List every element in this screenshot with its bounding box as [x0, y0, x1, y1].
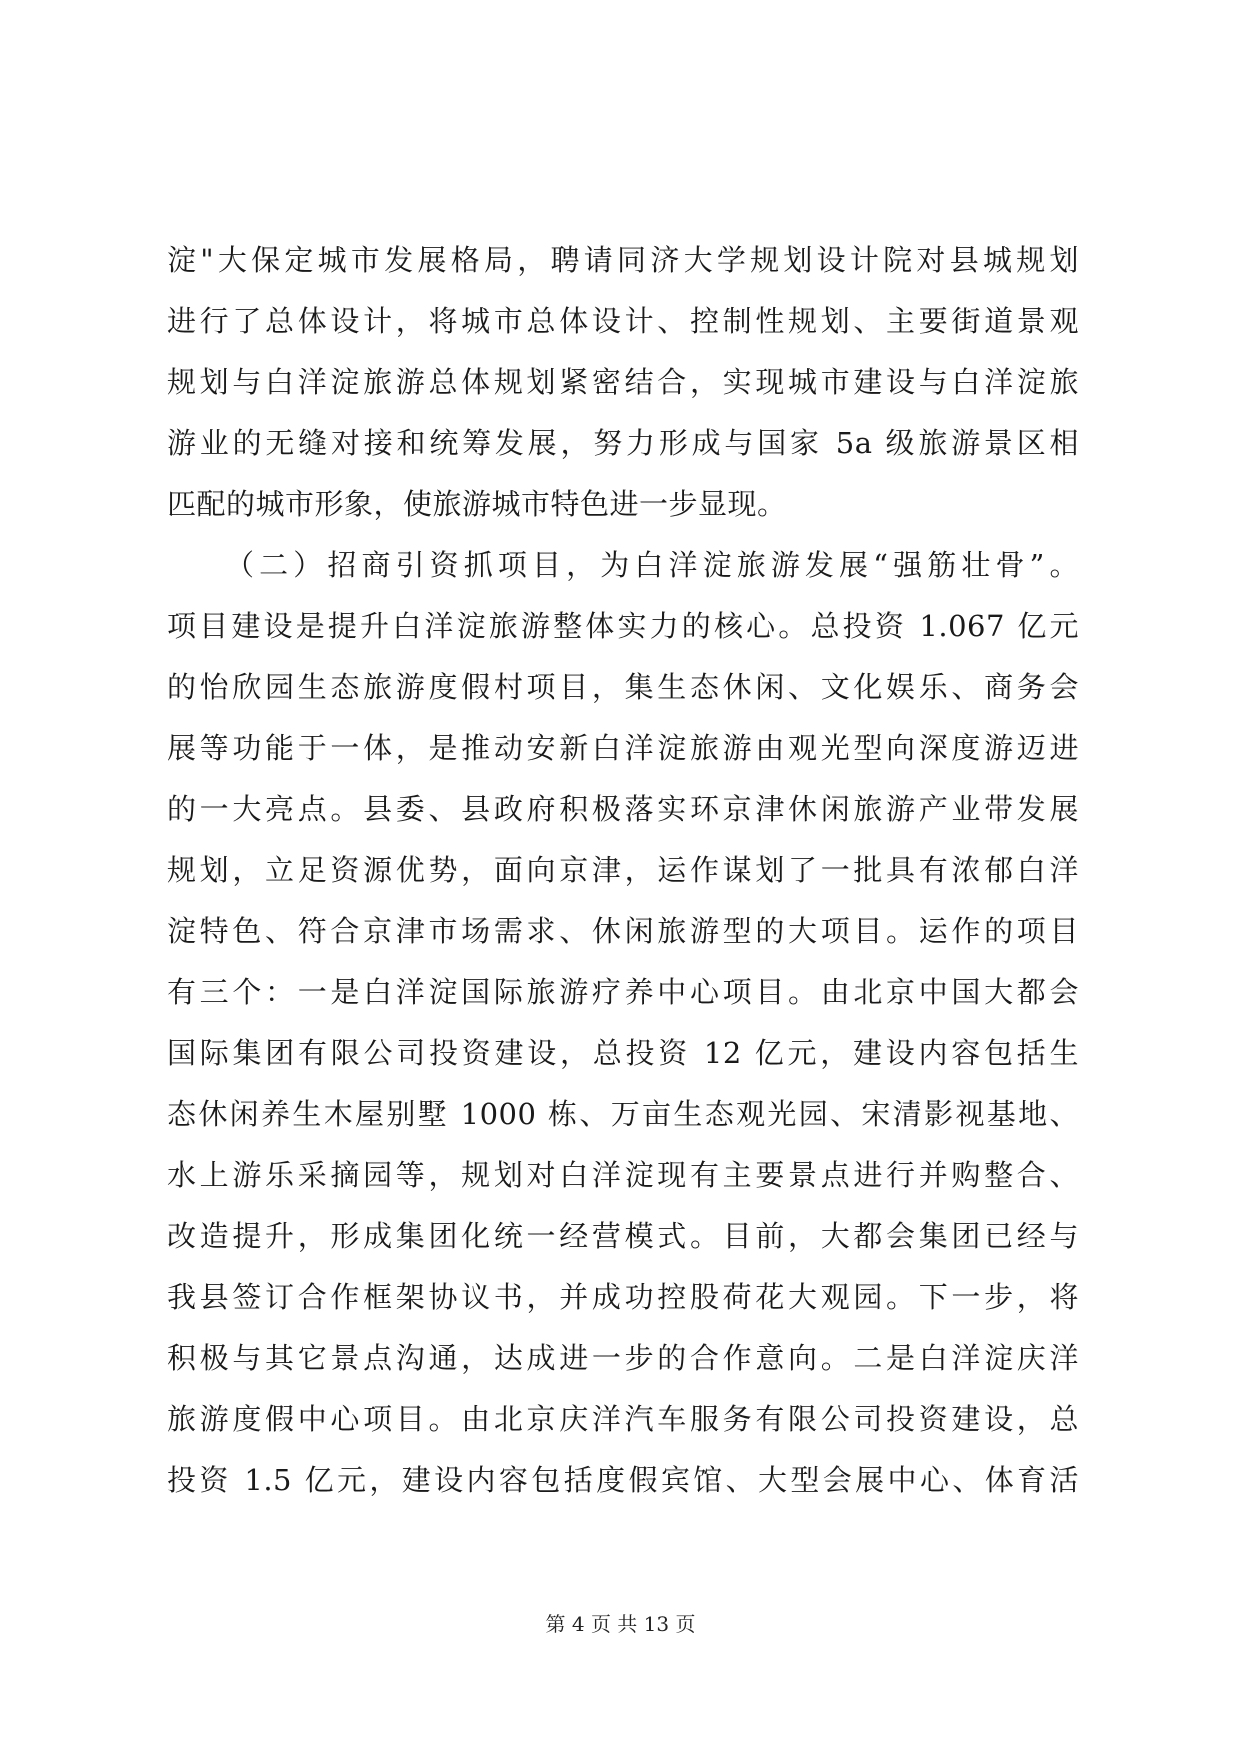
text-line: 项目建设是提升白洋淀旅游整体实力的核心。总投资 1.067 亿元 — [167, 609, 1079, 643]
text-line: 规划，立足资源优势，面向京津，运作谋划了一批具有浓郁白洋 — [167, 853, 1079, 887]
body-text — [167, 230, 1079, 1511]
text-line: 匹配的城市形象，使旅游城市特色进一步显现。 — [167, 487, 787, 521]
text-line: 进行了总体设计，将城市总体设计、控制性规划、主要街道景观 — [167, 304, 1079, 338]
text-line: 有三个：一是白洋淀国际旅游疗养中心项目。由北京中国大都会 — [167, 975, 1079, 1009]
section-heading: （二）招商引资抓项目，为白洋淀旅游发展“强筋壮骨”。 — [225, 548, 1079, 582]
text-line: 的怡欣园生态旅游度假村项目，集生态休闲、文化娱乐、商务会 — [167, 670, 1079, 704]
text-line: 我县签订合作框架协议书，并成功控股荷花大观园。下一步，将 — [167, 1280, 1079, 1314]
text-line: 改造提升，形成集团化统一经营模式。目前，大都会集团已经与 — [167, 1219, 1079, 1253]
text-line: 投资 1.5 亿元，建设内容包括度假宾馆、大型会展中心、体育活 — [167, 1463, 1079, 1497]
text-line: 积极与其它景点沟通，达成进一步的合作意向。二是白洋淀庆洋 — [167, 1341, 1079, 1375]
text-line: 规划与白洋淀旅游总体规划紧密结合，实现城市建设与白洋淀旅 — [167, 365, 1079, 399]
text-line: 水上游乐采摘园等，规划对白洋淀现有主要景点进行并购整合、 — [167, 1158, 1079, 1192]
text-line: 的一大亮点。县委、县政府积极落实环京津休闲旅游产业带发展 — [167, 792, 1079, 826]
text-line: 国际集团有限公司投资建设，总投资 12 亿元，建设内容包括生 — [167, 1036, 1079, 1070]
text-line: 态休闲养生木屋别墅 1000 栋、万亩生态观光园、宋清影视基地、 — [167, 1097, 1079, 1131]
text-line: 淀特色、符合京津市场需求、休闲旅游型的大项目。运作的项目 — [167, 914, 1079, 948]
text-line: 游业的无缝对接和统筹发展，努力形成与国家 5a 级旅游景区相 — [167, 426, 1079, 460]
text-line: 旅游度假中心项目。由北京庆洋汽车服务有限公司投资建设，总 — [167, 1402, 1079, 1436]
page-number-footer: 第 4 页 共 13 页 — [545, 1612, 696, 1636]
text-line: 展等功能于一体，是推动安新白洋淀旅游由观光型向深度游迈进 — [167, 731, 1079, 765]
text-line: 淀"大保定城市发展格局，聘请同济大学规划设计院对县城规划 — [167, 243, 1079, 277]
